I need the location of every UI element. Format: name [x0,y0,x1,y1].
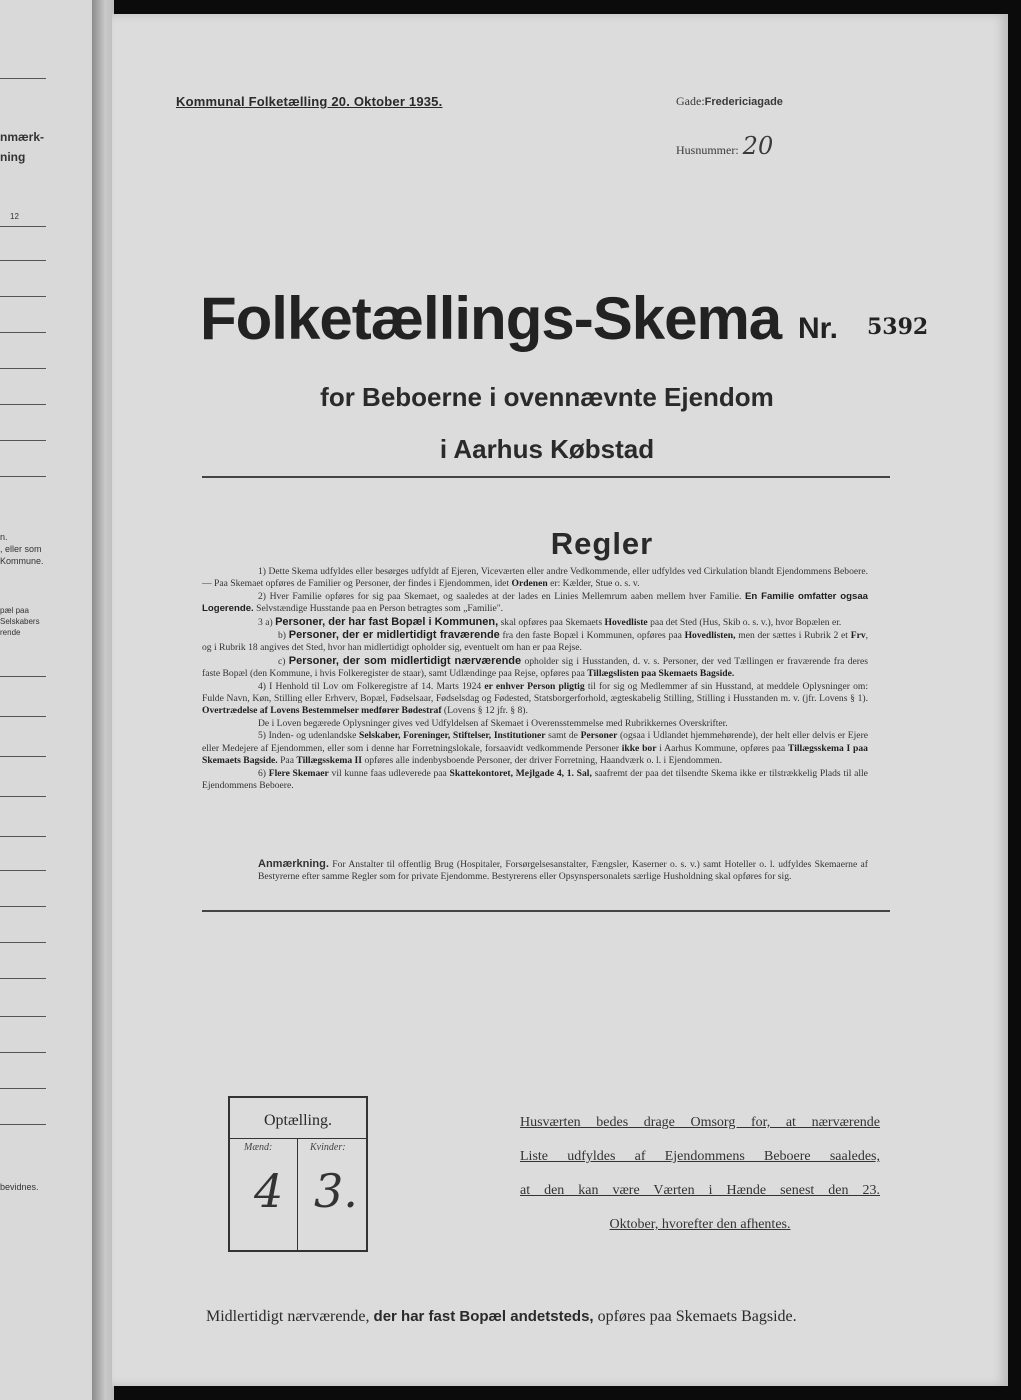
rules-heading: Regler [550,526,654,561]
street-label: Gade: [676,94,705,108]
notice-line: Husværten bedes drage Omsorg for, at nærværende [520,1115,880,1130]
notice-line: Liste udfyldes af Ejendommens Beboere saaledes, [520,1149,880,1164]
left-page-fragment: bevidnes. [0,1182,39,1192]
left-page-fragment: , eller som [0,544,42,554]
left-page-rule [0,368,46,369]
footer-part: opføres paa Skemaets Bagside. [597,1308,797,1325]
left-page-heading: ning [0,150,26,164]
left-page-rule [0,1088,46,1089]
rule-5: 5) Inden- og udenlandske Selskaber, Foreninger, Stiftelser, Institutioner samt de Personer (ogsaa i Udlandet hjemmehørende), der helt eller delvis er Ejere eller Medejere af Ejendommen, eller som i denne har Forretningslokale, forsaavidt vedkommende Personer ikke bor i Aarhus Kommune, opføres paa Tillægsskema I paa Skemaets Bagside. Paa Tillægsskema II opføres alle indenbysboende Personer, der driver Forretning, Haandværk o. l. i Ejendommen. [202,730,869,767]
landlord-notice [520,1106,880,1242]
house-number-value: 20 [742,132,774,160]
men-count: 4 [254,1164,284,1218]
form-subtitle-1: for Beboerne i ovennævnte Ejendom [320,382,774,412]
remark-text: For Anstalter til offentlig Brug (Hospitaler, Forsørgelsesanstalter, Fængsler, Kaserner o. s. v.) samt Hoteller o. l. udfyldes Skemaerne af Bestyrerne efter samme Regler som for private Ejendomme. Bestyrerens eller Opsynspersonalets særlige Husholdning skal opføres for sig. [258,859,868,883]
left-page-rule [0,226,46,227]
left-page-rule [0,756,46,757]
left-page-rule [0,332,46,333]
rule-3a: 3 a) Personer, der har fast Bopæl i Kommunen, skal opføres paa Skemaets Hovedliste paa det Sted (Hus, Skib o. s. v.), hvor Bopælen er. [258,615,842,628]
left-page-rule [0,870,46,871]
divider-line [202,910,890,912]
left-page-rule [0,796,46,797]
count-box-header-rule [230,1138,366,1139]
left-page-heading: nmærk- [0,130,45,144]
men-label: Mænd: [244,1142,273,1153]
left-page-rule [0,716,46,717]
left-page-fragment: pæl paa [0,606,29,615]
count-box-divider [297,1138,298,1250]
remark-paragraph [258,858,868,884]
street-value: Fredericiagade [704,96,783,108]
form-title: Folketællings-Skema [200,285,782,352]
notice-line: at den kan være Værten i Hænde senest den 23. [520,1183,880,1198]
form-number-value: 5392 [867,314,929,340]
book-spine [92,0,114,1400]
count-box-title: Optælling. [263,1112,332,1129]
census-header-title: Kommunal Folketælling 20. Oktober 1935. [176,94,443,109]
left-page-fragment: rende [0,628,21,637]
left-page-rule [0,978,46,979]
rule-6: 6) Flere Skemaer vil kunne faas udleverede paa Skattekontoret, Mejlgade 4, 1. Sal, saafremt der paa det tilsendte Skema ikke er tilstrækkelig Plads til alle Ejendommens Beboere. [202,767,868,791]
left-page-rule [0,942,46,943]
left-page-rule [0,260,46,261]
women-count: 3. [314,1164,358,1218]
rule-3c: c) Personer, der som midlertidigt nærværende opholder sig i Husstanden, d. v. s. Personer, der ved Tællingen er fraværende fra deres faste Bopæl (den Kommune, i hvis Folkeregister de staar), samt Udlændinge paa Rejse, opføres paa Tillægslisten paa Skemaets Bagside. [202,654,868,680]
street-field [676,94,783,109]
left-page-fragment: Kommune. [0,556,44,566]
footer-bold: der har fast Bopæl andetsteds, [373,1308,594,1325]
rules-text [202,566,868,792]
left-page-fragment: Selskabers [0,617,40,626]
left-page-rule [0,836,46,837]
footer-part: Midlertidigt nærværende, [206,1308,370,1325]
left-page-rule [0,906,46,907]
rule-3b: b) Personer, der er midlertidigt fraværende fra den faste Bopæl i Kommunen, opføres paa Hovedlisten, men der sættes i Rubrik 2 et Frv, og i Rubrik 18 angives det Sted, hvor han midlertidigt opholder sig, eventuelt om han er paa Rejse. [202,629,869,654]
notice-line: Oktober, hvorefter den afhentes. [609,1217,791,1232]
left-page-rule [0,676,46,677]
left-page-fragment: n. [0,532,8,542]
left-page-rule [0,440,46,441]
left-page-rule [0,476,46,477]
rule-4-note: De i Loven begærede Oplysninger gives ved Udfyldelsen af Skemaet i Overensstemmelse med Rubrikkernes Overskrifter. [258,717,728,729]
form-number-label: Nr. [798,312,839,345]
left-facing-page [0,0,94,1400]
census-form-page [112,14,1008,1386]
divider-line [202,476,890,478]
left-page-rule [0,404,46,405]
rule-2: 2) Hver Familie opføres for sig paa Skemaet, og saaledes at der lades en Linies Mellemrum aaben mellem hver Familie. En Familie omfatter ogsaa Logerende. Selvstændige Husstande paa en Person betragtes som „Familie". [202,590,868,615]
form-subtitle-2: i Aarhus Købstad [439,434,655,464]
left-page-rule [0,1052,46,1053]
house-number-label: Husnummer: [676,143,739,157]
rule-1: 1) Dette Skema udfyldes eller besørges udfyldt af Ejeren, Viceværten eller andre Vedkommende, eller udfyldes ved Cirkulation blandt Ejendommens Beboere. — Paa Skemaet opføres de Familier og Personer, der findes i Ejendommen, idet Ordenen er: Kælder, Stue o. s. v. [202,566,868,590]
left-page-rule [0,78,46,79]
left-page-rule [0,296,46,297]
footer-note [206,1308,797,1326]
left-page-col-number: 12 [10,212,19,221]
left-page-rule [0,1124,46,1125]
rule-4: 4) I Henhold til Lov om Folkeregistre af 14. Marts 1924 er enhver Person pligtig til for sig og Medlemmer af sin Husstand, at meddele Oplysninger om: Fulde Navn, Køn, Stilling eller Erhverv, Bopæl, Fødselsaar, Fødselsdag og Fødested, Statsborgerforhold, ægteskabelig Stilling, Stilling i Husstanden m. v. (jfr. Lovens § 1). Overtrædelse af Lovens Bestemmelser medfører Bødestraf (Lovens § 12 jfr. § 8). [202,680,868,717]
house-number-field [676,132,773,160]
women-label: Kvinder: [310,1142,346,1153]
remark-label: Anmærkning. [258,858,329,870]
left-page-rule [0,1016,46,1017]
count-box [228,1096,368,1252]
